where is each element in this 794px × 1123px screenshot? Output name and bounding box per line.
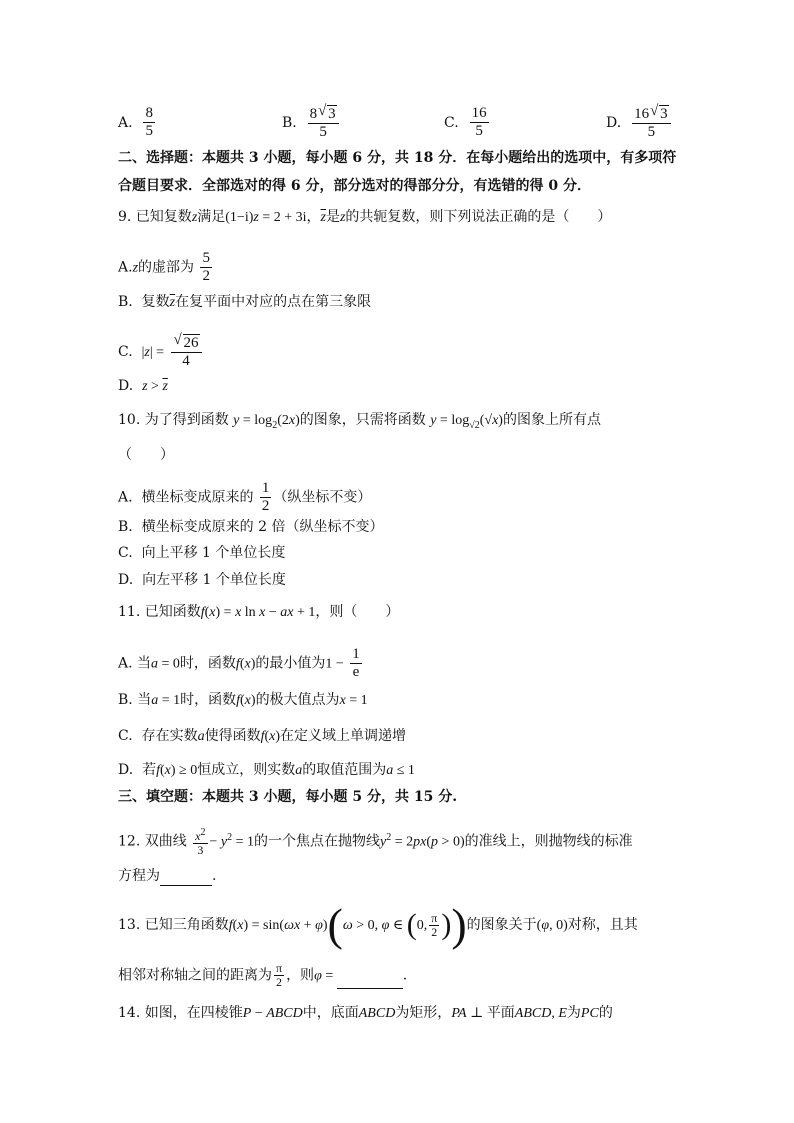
question-11-option-a: A. 当a = 0时，函数f(x)的最小值为1 − $\frac{1}{e}$ xyxy=(118,646,360,680)
numerator: 16 √ 3 xyxy=(632,105,671,124)
q8-option-a xyxy=(118,105,157,140)
question-11-stem: 11. 已知函数f(x) = x ln x − ax + 1，则（ ） xyxy=(118,604,400,620)
question-9-stem: 9. 已知复数z满足(1−i)z = 2 + 3i，$\overline{z}$是z的共轭复数，则下列说法正确的是（ ） xyxy=(118,209,612,225)
question-10-option-b: B. 横坐标变成原来的 2 倍（纵坐标不变） xyxy=(118,519,384,535)
question-9-option-d: D. $z > \overline{z}$ xyxy=(118,378,168,394)
numerator: 16 xyxy=(471,105,487,121)
option-label: D. xyxy=(606,115,622,131)
section-3-heading: 三、填空题：本题共 3 小题，每小题 5 分，共 15 分. xyxy=(118,789,458,805)
option-label: B. xyxy=(282,115,297,131)
denominator: 5 xyxy=(145,123,153,139)
question-11-option-c: C. 存在实数a使得函数f(x)在定义域上单调递增 xyxy=(118,728,407,744)
option-fraction xyxy=(143,105,155,140)
numerator: 8 xyxy=(145,105,153,121)
option-label: C. xyxy=(444,114,459,131)
denominator: 5 xyxy=(475,123,483,139)
question-11-option-d: D. 若f(x) ≥ 0恒成立，则实数a的取值范围为a ≤ 1 xyxy=(118,762,415,778)
question-10-stem: 10. 为了得到函数 $y = \log_2(2x)$的图象，只需将函数 $y = \log_{√2}(√x)$的图象上所有点 xyxy=(118,412,601,431)
option-fraction xyxy=(470,105,489,140)
question-13-answer: 相邻对称轴之间的距离为 $\frac{\pi}{2}$ ，则φ = . xyxy=(118,961,408,989)
q8-option-c xyxy=(444,105,491,140)
question-13-stem: 13. 已知三角函数f(x) = sin(ωx + φ)(ω > 0, φ ∈ (0, $\frac{\pi}{2}$ ))的图象关于(φ, 0)对称，且其 xyxy=(118,899,638,950)
answer-blank[interactable] xyxy=(337,972,403,989)
question-12-answer: 方程为 . xyxy=(118,868,217,884)
option-fraction xyxy=(308,105,339,141)
answer-blank[interactable] xyxy=(160,869,212,886)
question-10-option-a: A. 横坐标变成原来的 $\frac{1}{2}$ （纵坐标不变） xyxy=(118,480,372,514)
question-9-option-a: A.z的虚部为 $\frac{5}{2}$ xyxy=(118,250,210,284)
q8-option-d xyxy=(606,105,673,141)
question-10-option-c: C. 向上平移 1 个单位长度 xyxy=(118,545,286,561)
question-10-paren: （ ） xyxy=(118,447,174,463)
q8-option-b xyxy=(282,105,341,141)
question-11-option-b: B. 当a = 1时，函数f(x)的极大值点为x = 1 xyxy=(118,692,368,708)
option-label: A. xyxy=(118,114,133,131)
section-2-heading: 二、选择题：本题共 3 小题，每小题 6 分，共 18 分．在每小题给出的选项中，有多项符 xyxy=(118,150,677,166)
question-10-option-d: D. 向左平移 1 个单位长度 xyxy=(118,572,286,588)
question-12-stem: 12. 双曲线 $\frac{x^2}{3}$ − $y^2 = 1$的一个焦点在抛物线$y^2 = 2px(p > 0)$的准线上，则抛物线的标准 xyxy=(118,827,633,857)
section-2-heading-cont: 合题目要求．全部选对的得 6 分，部分选对的得部分分，有选错的得 0 分． xyxy=(118,178,591,194)
option-fraction xyxy=(632,105,671,141)
denominator: 5 xyxy=(647,124,656,140)
question-9-option-b: B. 复数$\overline{z}$在复平面中对应的点在第三象限 xyxy=(118,294,372,310)
question-14-stem: 14. 如图，在四棱锥P − ABCD中，底面ABCD为矩形，PA ⊥ 平面ABCD, E为PC的 xyxy=(118,1005,613,1021)
question-9-option-c: C. |z| = √ $\frac{26}{4}$ xyxy=(118,334,204,370)
denominator: 5 xyxy=(319,124,327,140)
numerator: 8 √ 3 xyxy=(308,105,339,124)
